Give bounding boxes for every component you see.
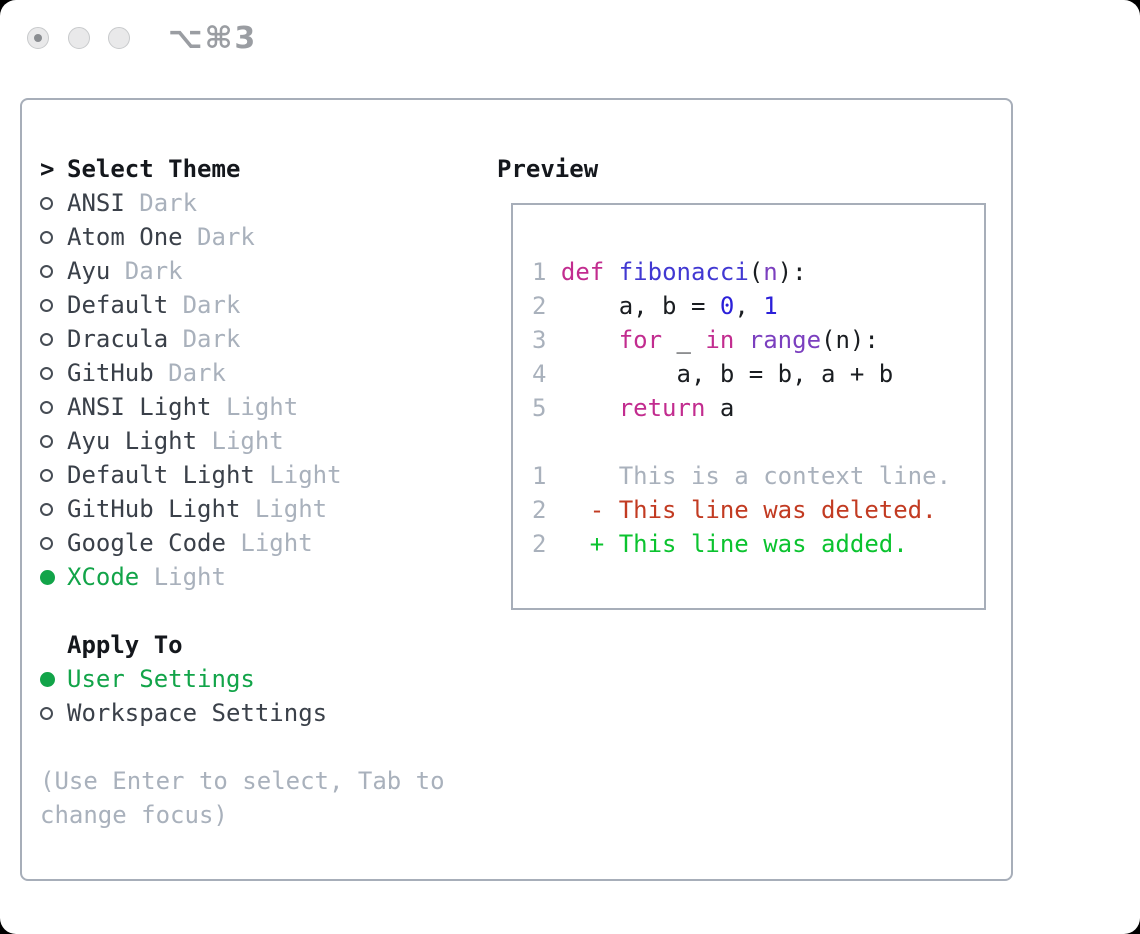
theme-option-ayu-light-light[interactable] bbox=[40, 424, 490, 458]
radio-unselected-icon bbox=[40, 356, 67, 390]
theme-variant: Dark bbox=[110, 257, 183, 285]
radio-unselected-icon bbox=[40, 696, 67, 730]
theme-name: Default bbox=[67, 291, 169, 319]
theme-variant: Dark bbox=[168, 325, 241, 353]
theme-options bbox=[40, 186, 490, 594]
preview-line-4: 4 a, b = b, a + b bbox=[532, 360, 894, 388]
theme-option-default-light-light[interactable] bbox=[40, 458, 490, 492]
theme-option-default-dark[interactable] bbox=[40, 288, 490, 322]
apply-option-workspace-settings[interactable] bbox=[40, 696, 490, 730]
apply-to-options bbox=[40, 662, 490, 730]
radio-unselected-icon bbox=[40, 322, 67, 356]
theme-variant: Light bbox=[211, 393, 299, 421]
theme-variant: Dark bbox=[182, 223, 255, 251]
radio-unselected-icon bbox=[40, 288, 67, 322]
titlebar bbox=[0, 0, 1140, 76]
prompt-icon: > bbox=[40, 155, 55, 183]
radio-unselected-icon bbox=[40, 458, 67, 492]
window-shortcut-label: ⌥⌘3 bbox=[168, 21, 258, 56]
preview-line-9: 2 + This line was added. bbox=[532, 530, 908, 558]
theme-option-github-light-light[interactable] bbox=[40, 492, 490, 526]
theme-option-xcode-light[interactable] bbox=[40, 560, 490, 594]
apply-option-user-settings[interactable] bbox=[40, 662, 490, 696]
theme-variant: Dark bbox=[168, 291, 241, 319]
apply-option-label: User Settings bbox=[67, 665, 255, 693]
theme-option-ansi-light-light[interactable] bbox=[40, 390, 490, 424]
radio-selected-icon bbox=[40, 560, 67, 594]
preview-line-8: 2 - This line was deleted. bbox=[532, 496, 937, 524]
preview-line-7: 1 This is a context line. bbox=[532, 462, 952, 490]
theme-list-header bbox=[40, 152, 490, 186]
theme-option-dracula-dark[interactable] bbox=[40, 322, 490, 356]
theme-variant: Light bbox=[225, 529, 313, 557]
preview-line-2: 2 a, b = 0, 1 bbox=[532, 292, 778, 320]
preview-title: Preview bbox=[497, 155, 599, 183]
spacer-row bbox=[40, 594, 490, 628]
traffic-light-minimize-icon[interactable] bbox=[68, 27, 90, 49]
radio-unselected-icon bbox=[40, 254, 67, 288]
theme-name: ANSI Light bbox=[67, 393, 212, 421]
theme-name: GitHub Light bbox=[67, 495, 241, 523]
theme-option-google-code-light[interactable] bbox=[40, 526, 490, 560]
apply-to-title: Apply To bbox=[67, 631, 183, 659]
theme-name: XCode bbox=[67, 563, 140, 591]
theme-variant: Light bbox=[240, 495, 328, 523]
theme-list bbox=[40, 152, 490, 832]
bullet-spacer bbox=[40, 628, 67, 662]
theme-option-atom-one-dark[interactable] bbox=[40, 220, 490, 254]
preview-line-3: 3 for _ in range(n): bbox=[532, 326, 879, 354]
theme-name: Ayu Light bbox=[67, 427, 198, 455]
theme-name: Default Light bbox=[67, 461, 255, 489]
radio-unselected-icon bbox=[40, 390, 67, 424]
keyboard-hint: (Use Enter to select, Tab to change focus) bbox=[40, 767, 445, 829]
apply-option-label: Workspace Settings bbox=[67, 699, 328, 727]
theme-variant: Light bbox=[197, 427, 284, 455]
theme-list-title: Select Theme bbox=[67, 155, 241, 183]
theme-name: ANSI bbox=[67, 189, 125, 217]
radio-unselected-icon bbox=[40, 424, 67, 458]
radio-unselected-icon bbox=[40, 492, 67, 526]
theme-name: Dracula bbox=[67, 325, 169, 353]
theme-variant: Dark bbox=[124, 189, 198, 217]
theme-option-github-dark[interactable] bbox=[40, 356, 490, 390]
theme-name: Ayu bbox=[67, 257, 111, 285]
preview-line-1: 1 def fibonacci(n): bbox=[532, 258, 807, 286]
radio-unselected-icon bbox=[40, 186, 67, 220]
theme-variant: Light bbox=[139, 563, 226, 591]
apply-to-header bbox=[40, 628, 490, 662]
theme-name: Google Code bbox=[67, 529, 226, 557]
preview-line-5: 5 return a bbox=[532, 394, 735, 422]
radio-unselected-icon bbox=[40, 220, 67, 254]
traffic-light-close-icon[interactable] bbox=[27, 27, 49, 49]
theme-picker-panel bbox=[20, 98, 1013, 881]
radio-selected-icon bbox=[40, 662, 67, 696]
preview-line-6 bbox=[532, 425, 984, 459]
theme-option-ayu-dark[interactable] bbox=[40, 254, 490, 288]
radio-unselected-icon bbox=[40, 526, 67, 560]
theme-variant: Light bbox=[254, 461, 342, 489]
theme-name: Atom One bbox=[67, 223, 183, 251]
theme-name: GitHub bbox=[67, 359, 154, 387]
preview-pane bbox=[511, 203, 986, 610]
theme-option-ansi-dark[interactable] bbox=[40, 186, 490, 220]
theme-variant: Dark bbox=[153, 359, 226, 387]
traffic-light-zoom-icon[interactable] bbox=[108, 27, 130, 49]
